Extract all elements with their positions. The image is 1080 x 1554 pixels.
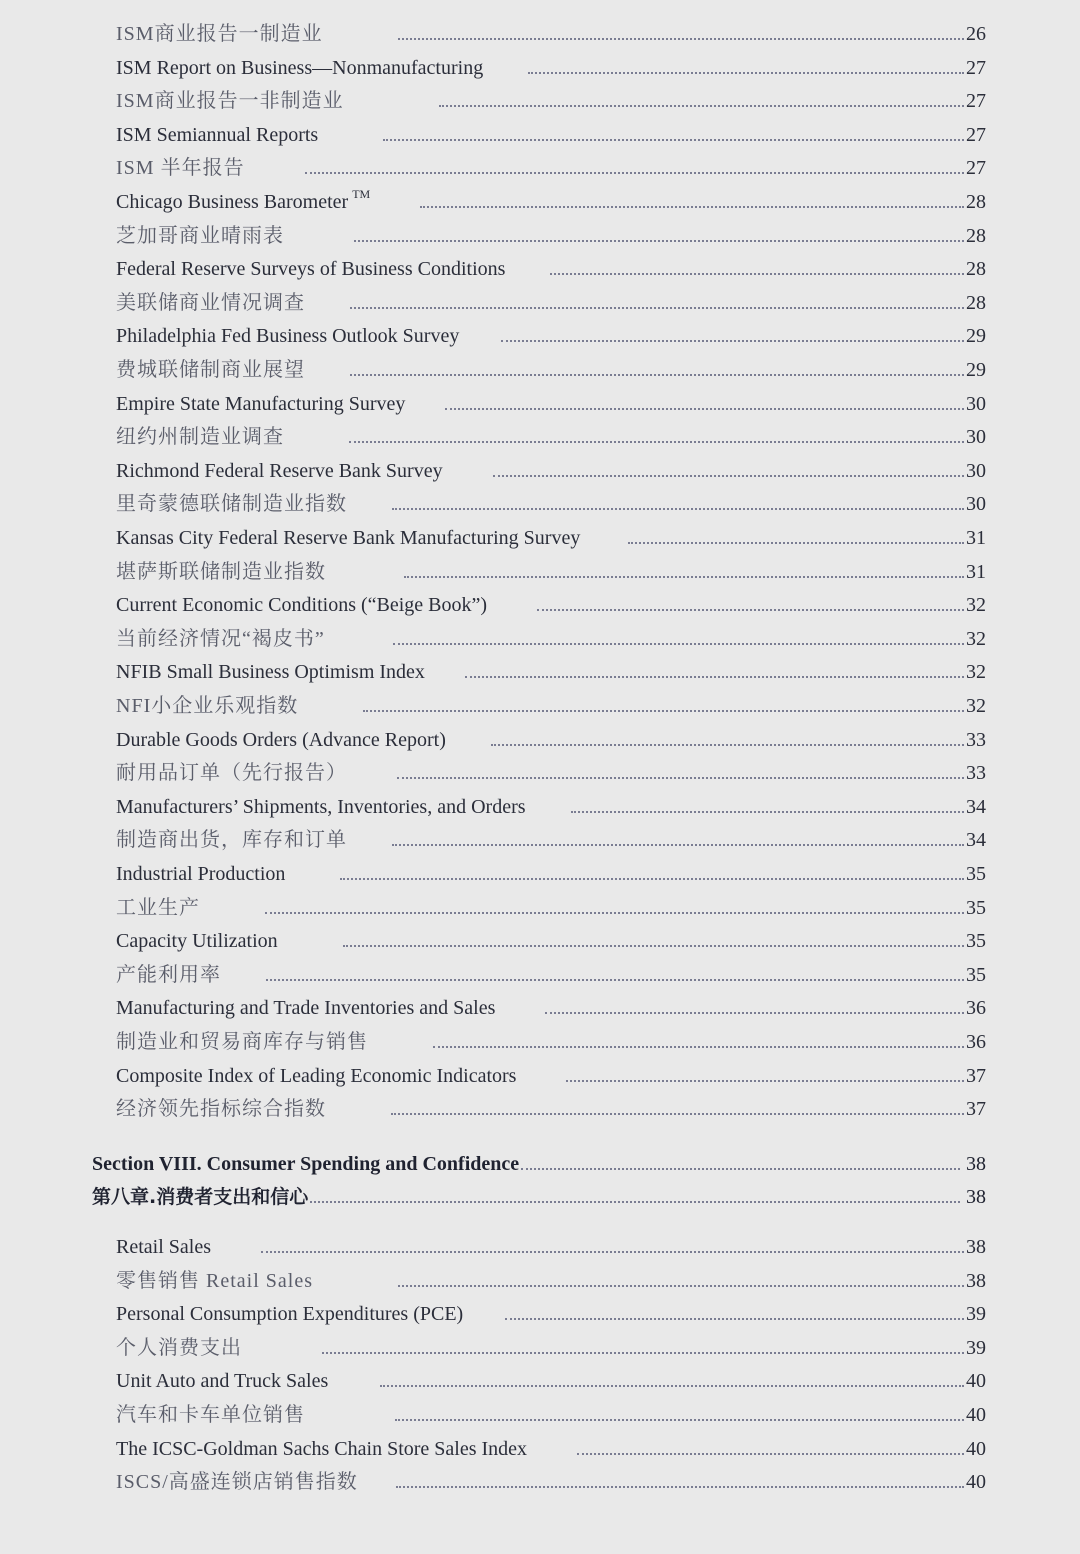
entry-title-text: ISM 半年报告	[116, 157, 245, 180]
dot-leader	[395, 1419, 964, 1421]
entry-title-text: ISM商业报告一制造业	[116, 23, 323, 45]
page-number: 28	[966, 291, 986, 314]
entry-title-text: Manufacturing and Trade Inventories and Sales	[116, 997, 496, 1020]
entry-title	[116, 1269, 313, 1293]
entry-title-text: NFI小企业乐观指数	[116, 695, 299, 717]
page-number: 28	[966, 224, 986, 247]
entry-title	[116, 1437, 527, 1461]
page-number: 40	[966, 1437, 986, 1460]
entry-title	[116, 182, 370, 214]
entry-title	[116, 1403, 305, 1427]
page-number: 33	[966, 728, 986, 751]
dot-leader	[392, 844, 964, 846]
entry-title	[116, 1030, 368, 1054]
page-number: 38	[966, 1269, 986, 1292]
page-number: 33	[966, 762, 986, 785]
entry-title-text: 制造商出货，库存和订单	[116, 829, 347, 852]
dot-leader	[445, 408, 964, 410]
toc-entry[interactable]	[116, 50, 986, 80]
entry-title-text: Chicago Business Barometer	[116, 191, 349, 213]
entry-title-text: 汽车和卡车单位销售	[116, 1404, 305, 1426]
dot-leader	[439, 105, 964, 107]
toc-entry[interactable]	[116, 352, 986, 382]
toc-entry[interactable]	[116, 520, 986, 550]
entry-title	[116, 392, 405, 416]
entry-title-text: 堪萨斯联储制造业指数	[116, 560, 326, 583]
page-number: 27	[966, 123, 986, 146]
page-number: 32	[966, 695, 986, 717]
entry-title	[116, 862, 285, 886]
page-number: 40	[966, 1370, 986, 1393]
dot-leader	[350, 374, 964, 376]
entry-title-text: Kansas City Federal Reserve Bank Manufacturing Survey	[116, 527, 581, 549]
entry-title-text: 制造业和贸易商库存与销售	[116, 1031, 368, 1053]
page-number: 27	[966, 157, 986, 180]
dot-leader	[404, 576, 964, 578]
dot-leader	[501, 340, 964, 342]
entry-title-text: Composite Index of Leading Economic Indicators	[116, 1064, 517, 1087]
entry-title-text: ISM商业报告一非制造业	[116, 90, 344, 113]
entry-title-text: 个人消费支出	[116, 1336, 242, 1359]
page-number: 38	[966, 1236, 986, 1258]
toc-entry[interactable]	[116, 1397, 986, 1427]
page-number: 31	[966, 560, 986, 583]
toc-entry[interactable]	[116, 1058, 986, 1088]
page-number: 40	[966, 1471, 986, 1494]
dot-leader	[349, 441, 964, 443]
entry-title	[116, 257, 505, 281]
entry-title	[116, 1369, 328, 1393]
page-number: 38	[966, 1186, 986, 1208]
page-number: 30	[966, 459, 986, 482]
dot-leader	[491, 744, 964, 746]
dot-leader	[380, 1385, 964, 1387]
entry-title	[116, 963, 221, 987]
entry-title-text: ISM Report on Business—Nonmanufacturing	[116, 56, 484, 79]
entry-title-text: Capacity Utilization	[116, 930, 278, 953]
entry-title-text: ISM Semiannual Reports	[116, 123, 319, 146]
toc-entry[interactable]	[116, 856, 986, 886]
dot-leader	[322, 1352, 964, 1354]
page-number: 32	[966, 594, 986, 617]
entry-title	[116, 761, 347, 785]
section-title: 第八章.消费者支出和信心	[92, 1186, 309, 1208]
toc-entry[interactable]	[116, 1363, 986, 1393]
dot-leader	[528, 72, 964, 74]
dot-leader	[628, 542, 964, 544]
toc-entry[interactable]	[116, 789, 986, 819]
toc-entry[interactable]	[116, 419, 986, 449]
section-heading-en[interactable]	[92, 1146, 986, 1176]
toc-entry[interactable]	[116, 1431, 986, 1461]
trademark-mark: TM	[352, 187, 371, 201]
toc-entry[interactable]	[116, 923, 986, 953]
dot-leader	[265, 912, 964, 914]
dot-leader	[354, 240, 964, 242]
toc-entry[interactable]	[116, 117, 986, 147]
dot-leader	[350, 307, 964, 309]
dot-leader	[396, 1486, 964, 1488]
toc-entry[interactable]	[116, 1464, 986, 1494]
entry-title-text: Retail Sales	[116, 1236, 211, 1258]
entry-title-text: NFIB Small Business Optimism Index	[116, 661, 425, 684]
page-number: 30	[966, 493, 986, 516]
section-heading-zh[interactable]	[92, 1179, 986, 1209]
entry-title-text: 产能利用率	[116, 963, 221, 986]
dot-leader	[266, 979, 964, 981]
entry-title	[116, 1235, 211, 1259]
page-number: 28	[966, 191, 986, 213]
toc-entry[interactable]	[116, 251, 986, 281]
dot-leader	[465, 676, 964, 678]
entry-title	[116, 593, 487, 617]
entry-title-text: 当前经济情况“褐皮书”	[116, 627, 325, 650]
entry-title-text: Philadelphia Fed Business Outlook Survey	[116, 325, 460, 348]
page-number: 30	[966, 392, 986, 415]
entry-title	[116, 22, 323, 46]
page-number: 39	[966, 1303, 986, 1326]
page-number: 29	[966, 325, 986, 348]
entry-title	[116, 224, 284, 248]
entry-title-text: Personal Consumption Expenditures (PCE)	[116, 1303, 464, 1326]
entry-title-text: 零售销售 Retail Sales	[116, 1269, 313, 1292]
entry-title	[116, 728, 446, 752]
entry-title-text: 耐用品订单（先行报告）	[116, 762, 347, 785]
entry-title-text: Federal Reserve Surveys of Business Conditions	[116, 258, 506, 281]
toc-entry[interactable]	[116, 1296, 986, 1326]
dot-leader	[383, 139, 964, 141]
toc-entry[interactable]	[116, 83, 986, 113]
toc-entry[interactable]	[116, 318, 986, 348]
entry-title	[116, 123, 318, 147]
toc-entry[interactable]	[116, 453, 986, 483]
entry-title	[116, 425, 284, 449]
entry-title	[116, 627, 325, 651]
entry-title	[116, 996, 495, 1020]
entry-title-text: 工业生产	[116, 896, 200, 919]
entry-title	[116, 459, 443, 483]
entry-title-text: Current Economic Conditions (“Beige Book”)	[116, 594, 488, 617]
entry-title	[116, 492, 347, 516]
toc-entry[interactable]	[116, 890, 986, 920]
dot-leader	[577, 1453, 964, 1455]
entry-title-text: 纽约州制造业调查	[116, 426, 284, 449]
toc-entry[interactable]	[116, 621, 986, 651]
toc-entry[interactable]	[116, 16, 986, 46]
dot-leader	[392, 508, 964, 510]
entry-title	[116, 56, 483, 80]
page-number: 34	[966, 795, 986, 818]
page-number: 40	[966, 1404, 986, 1426]
entry-title	[116, 795, 526, 819]
entry-title	[116, 291, 305, 315]
entry-title	[116, 1097, 326, 1121]
entry-title	[116, 660, 425, 684]
section-title: Section VIII. Consumer Spending and Confidence	[92, 1153, 520, 1175]
page-number: 27	[966, 90, 986, 113]
dot-leader	[397, 777, 964, 779]
page-number: 38	[966, 1153, 986, 1175]
dot-leader	[493, 475, 964, 477]
page-number: 27	[966, 56, 986, 79]
page-number: 39	[966, 1336, 986, 1359]
page-number: 37	[966, 1064, 986, 1087]
entry-title	[116, 526, 580, 550]
entry-title	[116, 89, 344, 113]
entry-title-text: 费城联储制商业展望	[116, 359, 305, 381]
entry-title	[116, 560, 326, 584]
dot-leader	[343, 945, 964, 947]
entry-title	[116, 929, 278, 953]
toc-entry[interactable]	[116, 822, 986, 852]
toc-entry[interactable]	[116, 1330, 986, 1360]
entry-title-text: Richmond Federal Reserve Bank Survey	[116, 459, 443, 482]
page-number: 26	[966, 23, 986, 45]
dot-leader	[545, 1012, 964, 1014]
toc-entry[interactable]	[116, 722, 986, 752]
toc-entry[interactable]	[116, 150, 986, 180]
entry-title-text: 经济领先指标综合指数	[116, 1098, 326, 1121]
toc-entry[interactable]	[116, 486, 986, 516]
page-number: 37	[966, 1098, 986, 1121]
entry-title-text: 芝加哥商业晴雨表	[116, 224, 284, 247]
toc-entry[interactable]	[116, 1024, 986, 1054]
dot-leader	[391, 1113, 964, 1115]
entry-title-text: Industrial Production	[116, 863, 286, 885]
page-number: 35	[966, 896, 986, 919]
toc-entry[interactable]	[116, 688, 986, 718]
page-number: 35	[966, 930, 986, 953]
entry-title	[116, 156, 245, 180]
entry-title	[116, 358, 305, 382]
entry-title	[116, 1470, 358, 1494]
page-number: 36	[966, 997, 986, 1020]
toc-entry[interactable]	[116, 554, 986, 584]
page-number: 36	[966, 1031, 986, 1053]
toc-entry[interactable]	[116, 285, 986, 315]
page-number: 32	[966, 661, 986, 684]
entry-title	[116, 1336, 242, 1360]
toc-entry[interactable]	[116, 218, 986, 248]
entry-title-text: Manufacturers’ Shipments, Inventories, and Orders	[116, 795, 526, 818]
entry-title	[116, 324, 459, 348]
toc-entry[interactable]	[116, 755, 986, 785]
dot-leader	[398, 38, 964, 40]
page-number: 35	[966, 963, 986, 986]
page-number: 29	[966, 359, 986, 381]
dot-leader	[550, 273, 964, 275]
toc-entry[interactable]	[116, 1263, 986, 1293]
toc-entry[interactable]	[116, 957, 986, 987]
dot-leader	[505, 1318, 964, 1320]
entry-title-text: Empire State Manufacturing Survey	[116, 392, 406, 415]
dot-leader	[398, 1285, 964, 1287]
entry-title	[116, 1064, 516, 1088]
page-number: 32	[966, 627, 986, 650]
dot-leader	[261, 1251, 964, 1253]
toc-entry[interactable]	[116, 386, 986, 416]
dot-leader	[340, 878, 964, 880]
toc-entry[interactable]	[116, 1091, 986, 1121]
dot-leader	[305, 172, 964, 174]
page-number: 28	[966, 258, 986, 281]
dot-leader	[433, 1046, 964, 1048]
entry-title	[116, 694, 298, 718]
dot-leader	[393, 643, 964, 645]
entry-title-text: ISCS/高盛连锁店销售指数	[116, 1471, 358, 1494]
toc-entry[interactable]	[116, 1229, 986, 1259]
toc-entry[interactable]	[116, 990, 986, 1020]
page-number: 31	[966, 527, 986, 549]
dot-leader	[310, 1201, 960, 1203]
entry-title-text: Durable Goods Orders (Advance Report)	[116, 728, 446, 751]
toc-entry[interactable]	[116, 587, 986, 617]
entry-title-text: The ICSC-Goldman Sachs Chain Store Sales Index	[116, 1437, 528, 1460]
entry-title-text: Unit Auto and Truck Sales	[116, 1370, 329, 1393]
dot-leader	[521, 1168, 960, 1170]
page-number: 34	[966, 829, 986, 852]
dot-leader	[566, 1080, 964, 1082]
entry-title-text: 美联储商业情况调查	[116, 291, 305, 314]
page-number: 30	[966, 426, 986, 449]
dot-leader	[420, 206, 964, 208]
toc-entry[interactable]	[116, 654, 986, 684]
entry-title-text: 里奇蒙德联储制造业指数	[116, 493, 347, 516]
dot-leader	[537, 609, 964, 611]
entry-title	[116, 828, 347, 852]
page-number: 35	[966, 863, 986, 885]
entry-title	[116, 896, 200, 920]
entry-title	[116, 1302, 463, 1326]
dot-leader	[363, 710, 964, 712]
dot-leader	[571, 811, 964, 813]
toc-entry[interactable]	[116, 184, 986, 214]
